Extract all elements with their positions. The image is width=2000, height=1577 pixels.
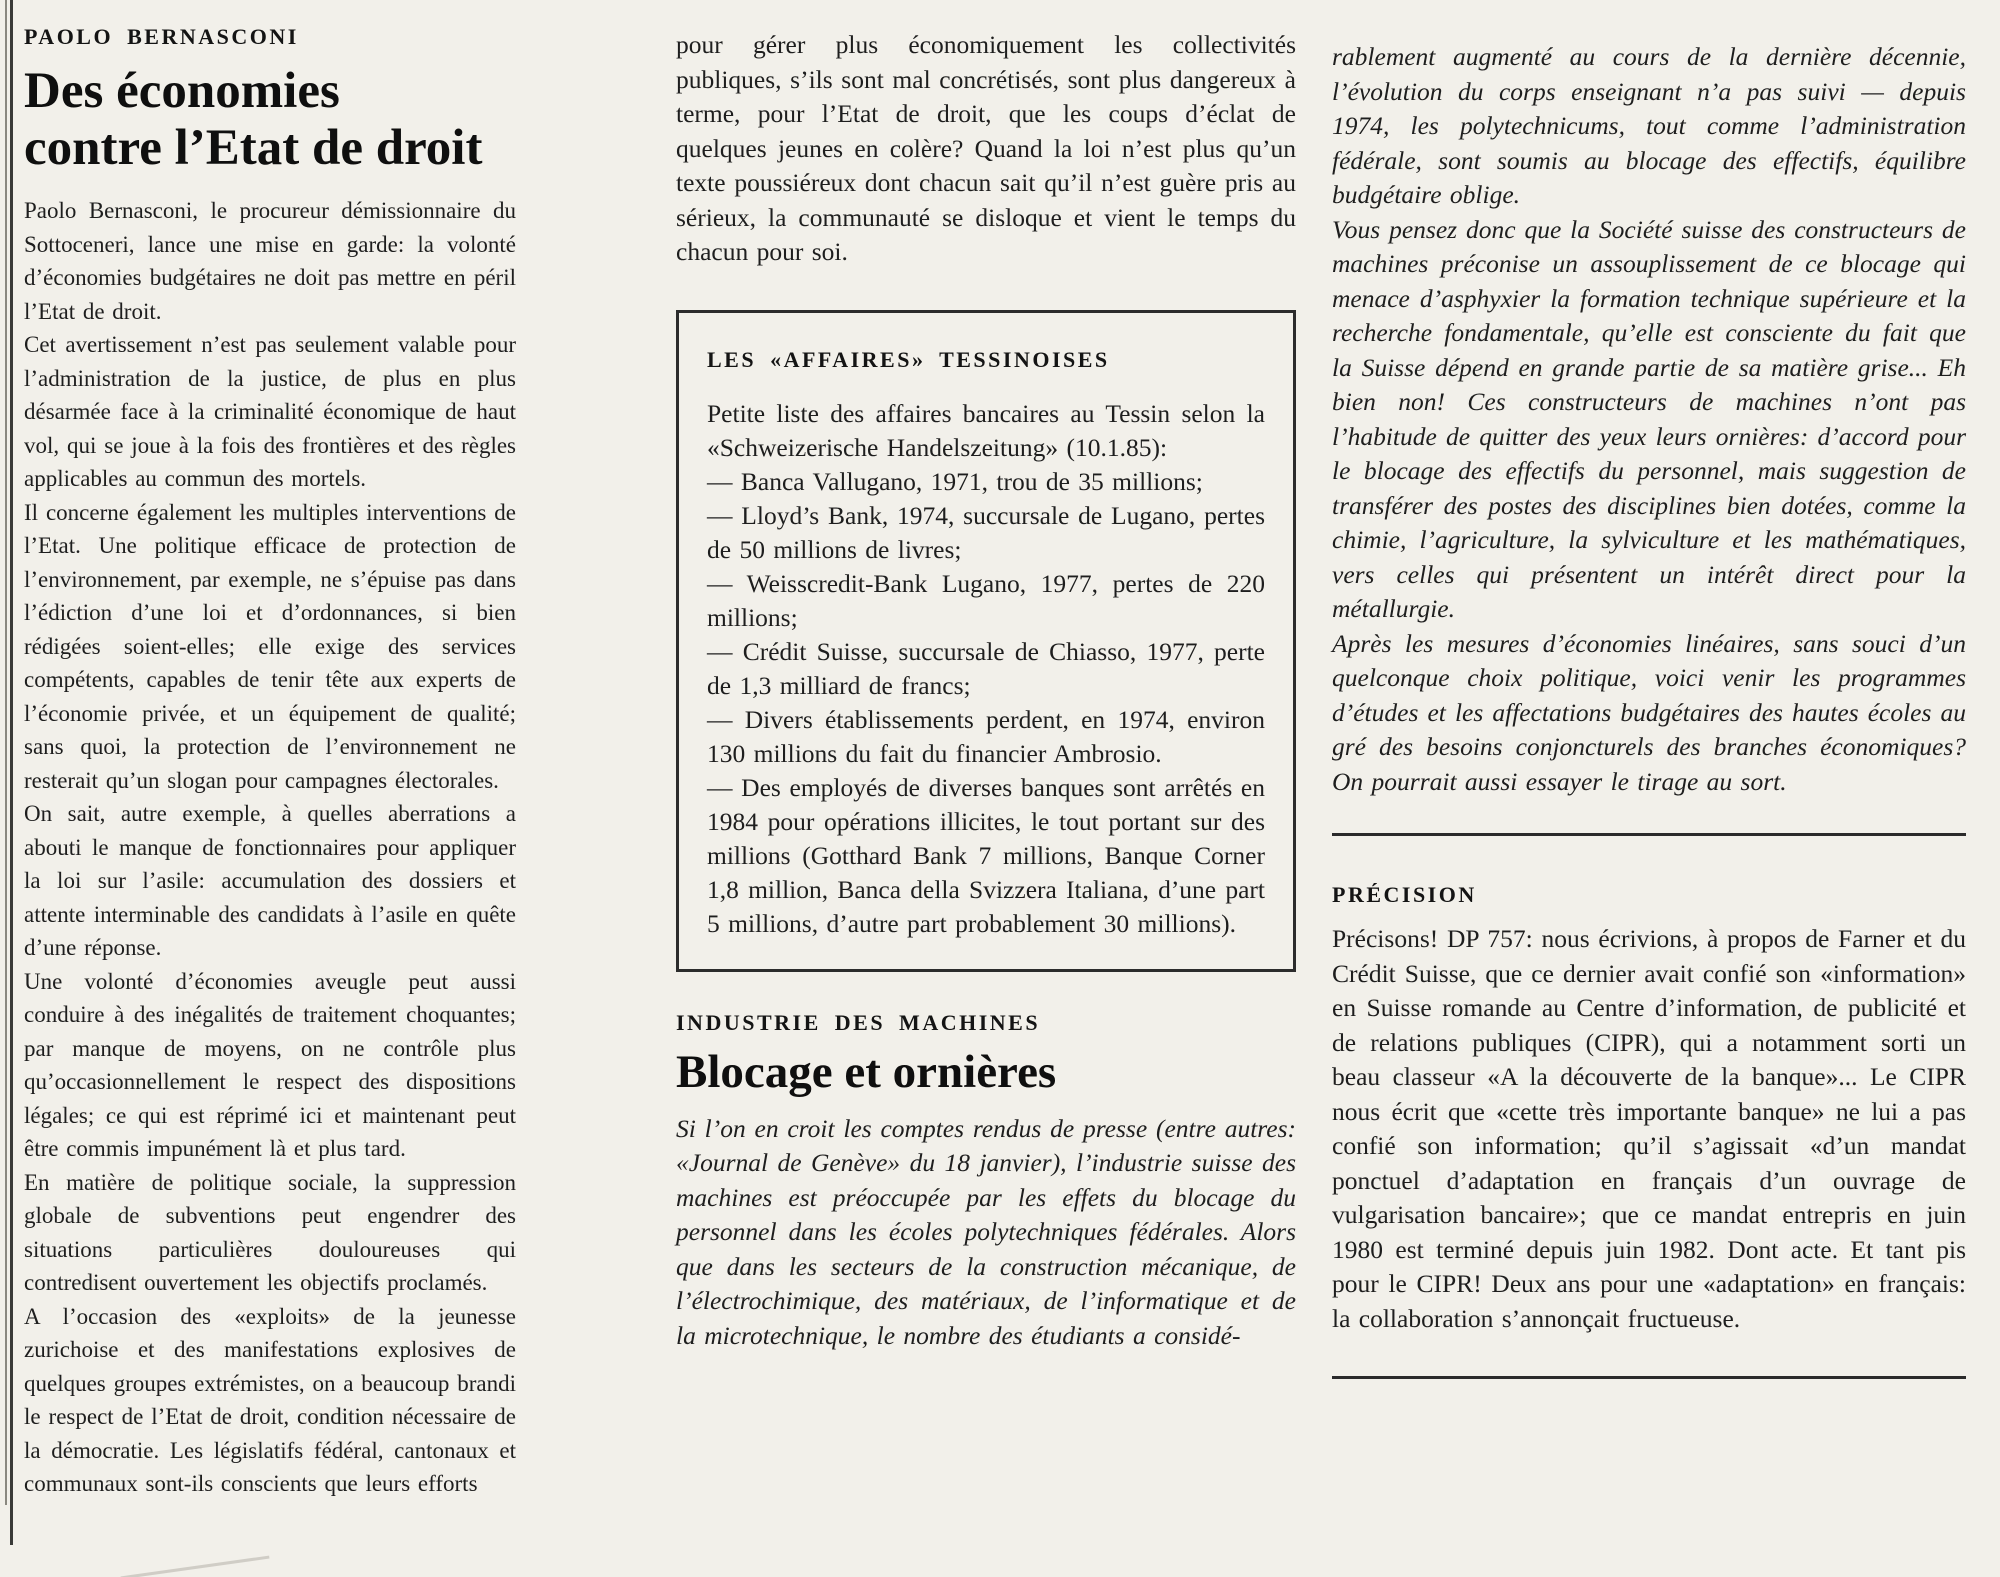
article1-title-line2: contre l’Etat de droit bbox=[24, 120, 483, 176]
sidebar-box-title: LES «AFFAIRES» TESSINOISES bbox=[707, 346, 1110, 372]
article1-paragraph: Il concerne également les multiples interventions de l’Etat. Une politique efficace de protection de l’environnement, par exemple, ne s’épuise pas dans l’édiction d’une loi et d’ordonnances, si bien rédigées soient-elles; elle exige des services compétents, capables de tenir tête aux experts de l’économie privée, et un équipement de qualité; sans quoi, la protection de l’environnement ne resterait qu’un slogan pour campagnes électorales. bbox=[24, 499, 516, 793]
article1-title-line1: Des économies bbox=[24, 63, 340, 119]
article3-paragraph: Précisons! DP 757: nous écrivions, à propos de Farner et du Crédit Suisse, que ce dernier avait confié son «information» en Suisse romande au Centre d’information, de publicité et de relations publiques (CIPR), qui a notamment sorti un beau classeur «A la découverte de la banque»... Le CIPR nous écrit que «cette très importante banque» ne lui a pas confié son information; qu’il s’agissait «d’un mandat ponctuel d’adaptation en français d’un ouvrage de vulgarisation bancaire»; que ce mandat entrepris en juin 1980 est terminé depuis juin 1982. Dont acte. Et tant pis pour le CIPR! Deux ans pour une «adaptation» en français: la collaboration s’annonçait fructueuse. bbox=[1332, 924, 1966, 1333]
article1-paragraph: En matière de politique sociale, la suppression globale de subventions peut engendrer des situations particulières douloureuses qui contredisent ouvertement les objectifs proclamés. bbox=[24, 1169, 516, 1295]
sidebar-box-intro: Petite liste des affaires bancaires au Tessin selon la «Schweizerische Handelszeitung» (10.1.85): bbox=[707, 398, 1265, 462]
article2-paragraph: Vous pensez donc que la Société suisse des constructeurs de machines préconise un assouplissement de ce blocage qui menace d’asphyxier la formation technique supérieure et la recherche fondamentale, qu’elle est consciente du fait que la Suisse dépend en grande partie de sa matière grise... Eh bien non! Ces constructeurs de machines n’ont pas l’habitude de quitter des yeux leurs ornières: d’accord pour le blocage des effectifs du personnel, mais suggestion de transférer des postes des disciplines bien dotées, comme la chimie, l’agriculture, la sylviculture et les mathématiques, vers celles qui présentent un intérêt direct pour la métallurgie. bbox=[1332, 214, 1966, 623]
sidebar-box-item: — Des employés de diverses banques sont arrêtés en 1984 pour opérations illicites, le tout portant sur des millions (Gotthard Bank 7 millions, Banque Corner 1,8 million, Banca della Svizzera Italiana, d’une part 5 millions, d’autre part probablement 30 millions). bbox=[707, 772, 1265, 938]
scan-smudge bbox=[121, 1556, 270, 1577]
column-left bbox=[24, 24, 516, 1501]
article1-lead: Paolo Bernasconi, le procureur démissionnaire du Sottoceneri, lance une mise en garde: la volonté d’économies budgétaires ne doit pas mettre en péril l’Etat de droit. bbox=[24, 198, 516, 324]
article2-paragraph: rablement augmenté au cours de la dernière décennie, l’évolution du corps enseignant n’a pas suivi — depuis 1974, les polytechnicums, tout comme l’administration fédérale, sont soumis au blocage des effectifs, équilibre budgétaire oblige. bbox=[1332, 42, 1966, 209]
article2-lead: Si l’on en croit les comptes rendus de presse (entre autres: «Journal de Genève» du 18 janvier), l’industrie suisse des machines est préoccupée par les effets du blocage du personnel dans les écoles polytechniques fédérales. Alors que dans les secteurs de la construction mécanique, de l’électrochimique, des matériaux, de l’informatique et de la microtechnique, le nombre des étudiants a considé- bbox=[676, 1113, 1296, 1350]
bottom-divider bbox=[1332, 1376, 1966, 1379]
sidebar-box-item: — Lloyd’s Bank, 1974, succursale de Lugano, pertes de 50 millions de livres; bbox=[707, 500, 1265, 564]
section-divider bbox=[1332, 833, 1966, 836]
article1-title bbox=[24, 63, 516, 177]
article1-paragraph: Une volonté d’économies aveugle peut aussi conduire à des inégalités de traitement choquantes; par manque de moyens, on ne contrôle plus qu’occasionnellement le respect des dispositions légales; ce qui est réprimé ici et maintenant peut être commis impunément là et plus tard. bbox=[24, 968, 516, 1161]
article3-kicker: PRÉCISION bbox=[1332, 882, 1477, 907]
scan-edge-line bbox=[10, 0, 13, 1545]
sidebar-box-item: — Divers établissements perdent, en 1974, environ 130 millions du fait du financier Ambrosio. bbox=[707, 704, 1265, 768]
article2-title: Blocage et ornières bbox=[676, 1045, 1057, 1098]
article1-paragraph: A l’occasion des «exploits» de la jeunesse zurichoise et des manifestations explosives de quelques groupes extrémistes, on a beaucoup brandi le respect de l’Etat de droit, condition nécessaire de la démocratie. Les législatifs fédéral, cantonaux et communaux sont-ils conscients que leurs efforts bbox=[24, 1303, 516, 1496]
sidebar-box-item: — Crédit Suisse, succursale de Chiasso, 1977, perte de 1,3 milliard de francs; bbox=[707, 636, 1265, 700]
article1-paragraph: On sait, autre exemple, à quelles aberrations a abouti le manque de fonctionnaires pour appliquer la loi sur l’asile: accumulation des dossiers et attente interminable des candidats à l’asile en quête d’une réponse. bbox=[24, 801, 516, 960]
sidebar-box-item: — Weisscredit-Bank Lugano, 1977, pertes de 220 millions; bbox=[707, 568, 1265, 632]
article1-paragraph: Cet avertissement n’est pas seulement valable pour l’administration de la justice, de plus en plus désarmée face à la criminalité économique de haut vol, qui se joue à la fois des frontières et des règles applicables au commun des mortels. bbox=[24, 332, 516, 491]
article2-kicker: INDUSTRIE DES MACHINES bbox=[676, 1009, 1041, 1035]
article1-kicker: PAOLO BERNASCONI bbox=[24, 24, 299, 49]
scan-edge-line bbox=[5, 0, 7, 1505]
sidebar-box-item: — Banca Vallugano, 1971, trou de 35 millions; bbox=[707, 466, 1203, 496]
article2-paragraph: Après les mesures d’économies linéaires, sans souci d’un quelconque choix politique, voici venir les programmes d’études et les affectations budgétaires des hautes écoles au gré des besoins conjoncturels des branches économiques? On pourrait aussi essayer le tirage au sort. bbox=[1332, 628, 1966, 796]
article1-continuation: pour gérer plus économiquement les collectivités publiques, s’ils sont mal concrétisés, sont plus dangereux à terme, pour l’Etat de droit, que les coups d’éclat de quelques jeunes en colère? Quand la loi n’est plus qu’un texte poussiéreux dont chacun sait qu’il n’est guère pris au sérieux, la communauté se disloque et vient le temps du chacun pour soi. bbox=[676, 30, 1296, 266]
column-right bbox=[1332, 40, 1966, 1379]
sidebar-box bbox=[676, 310, 1296, 972]
column-middle bbox=[676, 28, 1296, 1353]
